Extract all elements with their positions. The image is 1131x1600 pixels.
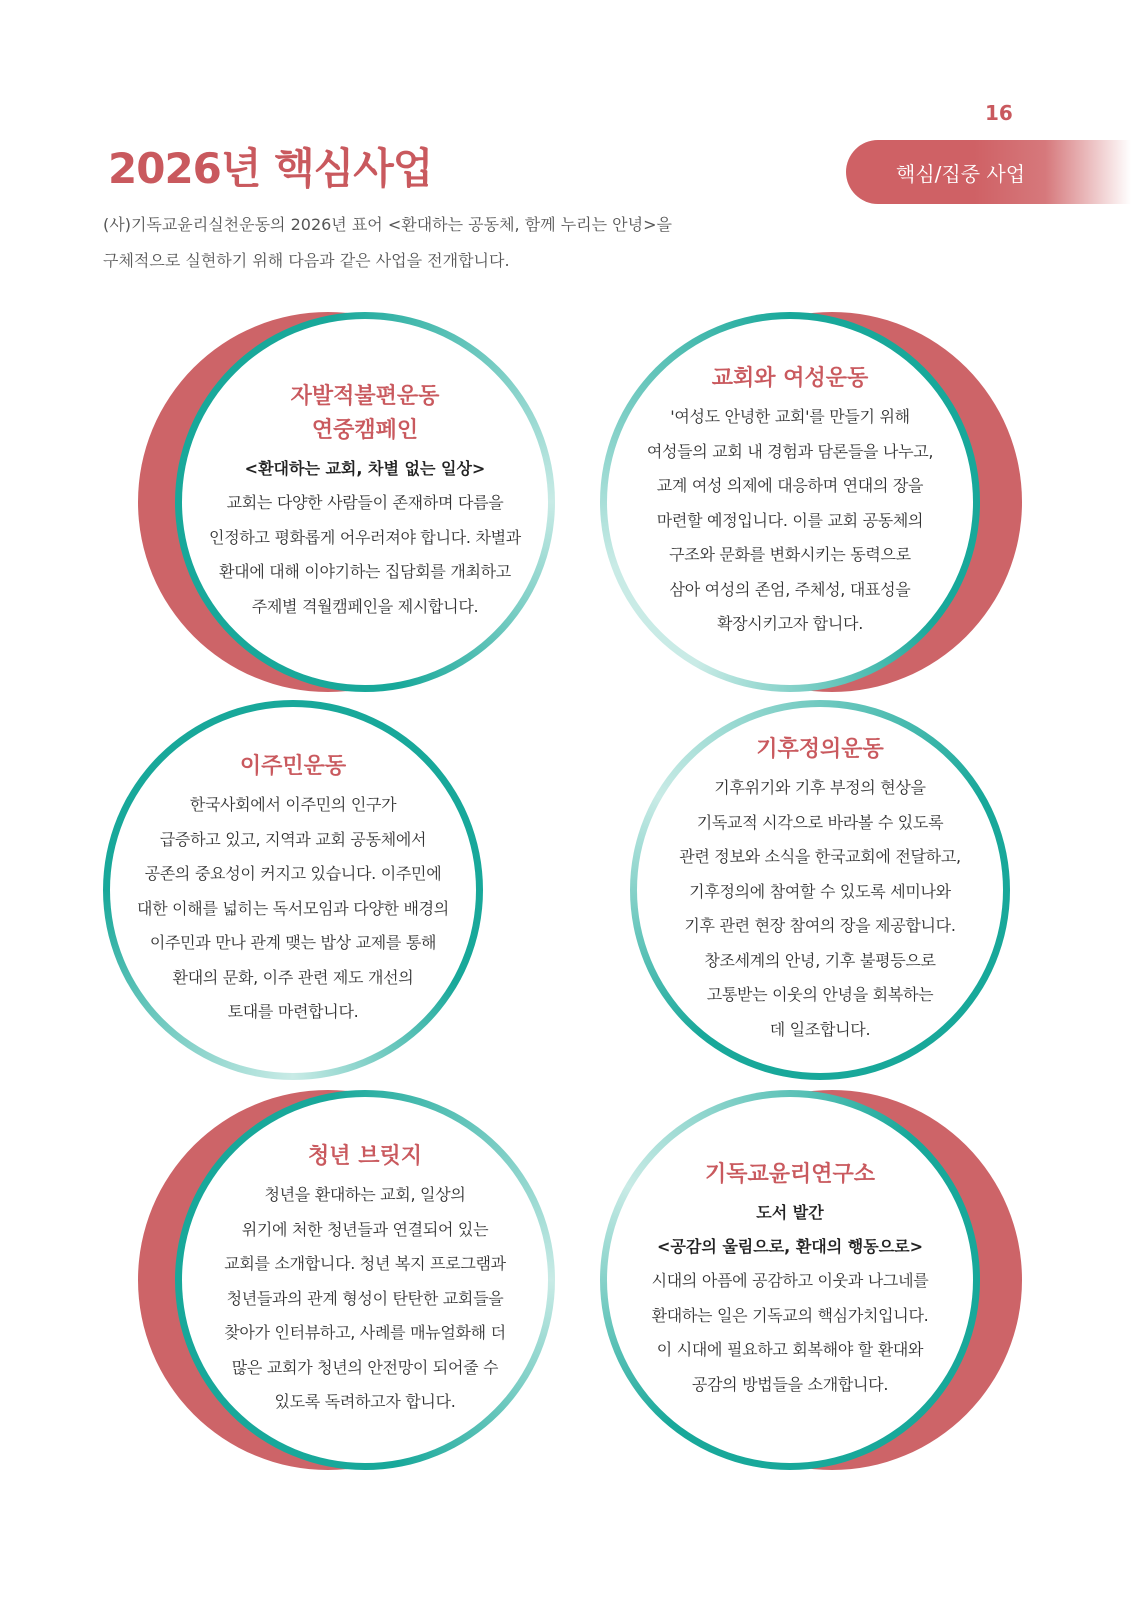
card-title: 기독교윤리연구소 (704, 1162, 876, 1187)
card-migrants (103, 700, 493, 1080)
card-body: 시대의 아픔에 공감하고 이웃과 나그네를 환대하는 일은 기독교의 핵심가치입니다. 이 시대에 필요하고 회복해야 할 환대와 공감의 방법들을 소개합니다. (651, 1271, 929, 1394)
card-body: '여성도 안녕한 교회'를 만들기 위해 여성들의 교회 내 경험과 담론들을 나누고, 교계 여성 의제에 대응하며 연대의 장을 마련할 예정입니다. 이를 교회 공동체의 구조와 문화를 변화시키는 동력으로 삼아 여성의 존엄, 주체성, 대표성을 확장시키고자 합니다. (646, 407, 934, 634)
circle-frame (600, 312, 980, 692)
card-title: 청년 브릿지 (308, 1144, 422, 1170)
card-title: 자발적불편운동 연중캠페인 (290, 384, 440, 443)
card-youth (138, 1090, 528, 1470)
card-women (600, 312, 990, 692)
circle-content (182, 1097, 548, 1463)
card-subtitle: <환대하는 교회, 차별 없는 일상> (244, 459, 486, 478)
page-number: 16 (985, 101, 1013, 125)
card-subtitle: 도서 발간 <공감의 울림으로, 환대의 행동으로> (657, 1203, 923, 1256)
card-body: 교회는 다양한 사람들이 존재하며 다름을 인정하고 평화롭게 어우러져야 합니다. 차별과 환대에 대해 이야기하는 집담회를 개최하고 주제별 격월캠페인을 제시합니다. (209, 493, 521, 616)
circle-content (637, 707, 1003, 1073)
circle-frame (630, 700, 1010, 1080)
section-tab (846, 140, 1131, 204)
section-tab-label: 핵심/집중 사업 (896, 162, 1026, 186)
circle-frame (175, 312, 555, 692)
card-climate (630, 700, 1020, 1080)
card-campaign (138, 312, 528, 692)
intro-line: 구체적으로 실현하기 위해 다음과 같은 사업을 전개합니다. (103, 251, 510, 270)
card-body: 기후위기와 기후 부정의 현상을 기독교적 시각으로 바라볼 수 있도록 관련 정보와 소식을 한국교회에 전달하고, 기후정의에 참여할 수 있도록 세미나와 기후 관련 현장 참여의 장을 제공합니다. 창조세계의 안녕, 기후 불평등으로 고통받는 이웃의 안녕을 회복하는 데 일조합니다. (679, 778, 961, 1039)
card-title: 이주민운동 (239, 754, 347, 780)
card-body: 한국사회에서 이주민의 인구가 급증하고 있고, 지역과 교회 공동체에서 공존의 중요성이 커지고 있습니다. 이주민에 대한 이해를 넓히는 독서모임과 다양한 배경의 이주민과 만나 관계 맺는 밥상 교제를 통해 환대의 문화, 이주 관련 제도 개선의 토대를 마련합니다. (137, 795, 449, 1022)
circle-content (182, 319, 548, 685)
circle-content (607, 319, 973, 685)
card-institute (600, 1090, 990, 1470)
circle-content (607, 1097, 973, 1463)
circle-content (110, 707, 476, 1073)
circle-frame (103, 700, 483, 1080)
card-body: 청년을 환대하는 교회, 일상의 위기에 처한 청년들과 연결되어 있는 교회를 소개합니다. 청년 복지 프로그램과 청년들과의 관계 형성이 탄탄한 교회들을 찾아가 인터뷰하고, 사례를 매뉴얼화해 더 많은 교회가 청년의 안전망이 되어줄 수 있도록 독려하고자 합니다. (224, 1185, 506, 1412)
page-title: 2026년 핵심사업 (108, 144, 433, 193)
intro-text (103, 207, 803, 279)
card-title: 기후정의운동 (756, 737, 884, 762)
circle-frame (600, 1090, 980, 1470)
intro-line: (사)기독교윤리실천운동의 2026년 표어 <환대하는 공동체, 함께 누리는 안녕>을 (103, 215, 672, 234)
circle-frame (175, 1090, 555, 1470)
card-title: 교회와 여성운동 (711, 366, 869, 392)
